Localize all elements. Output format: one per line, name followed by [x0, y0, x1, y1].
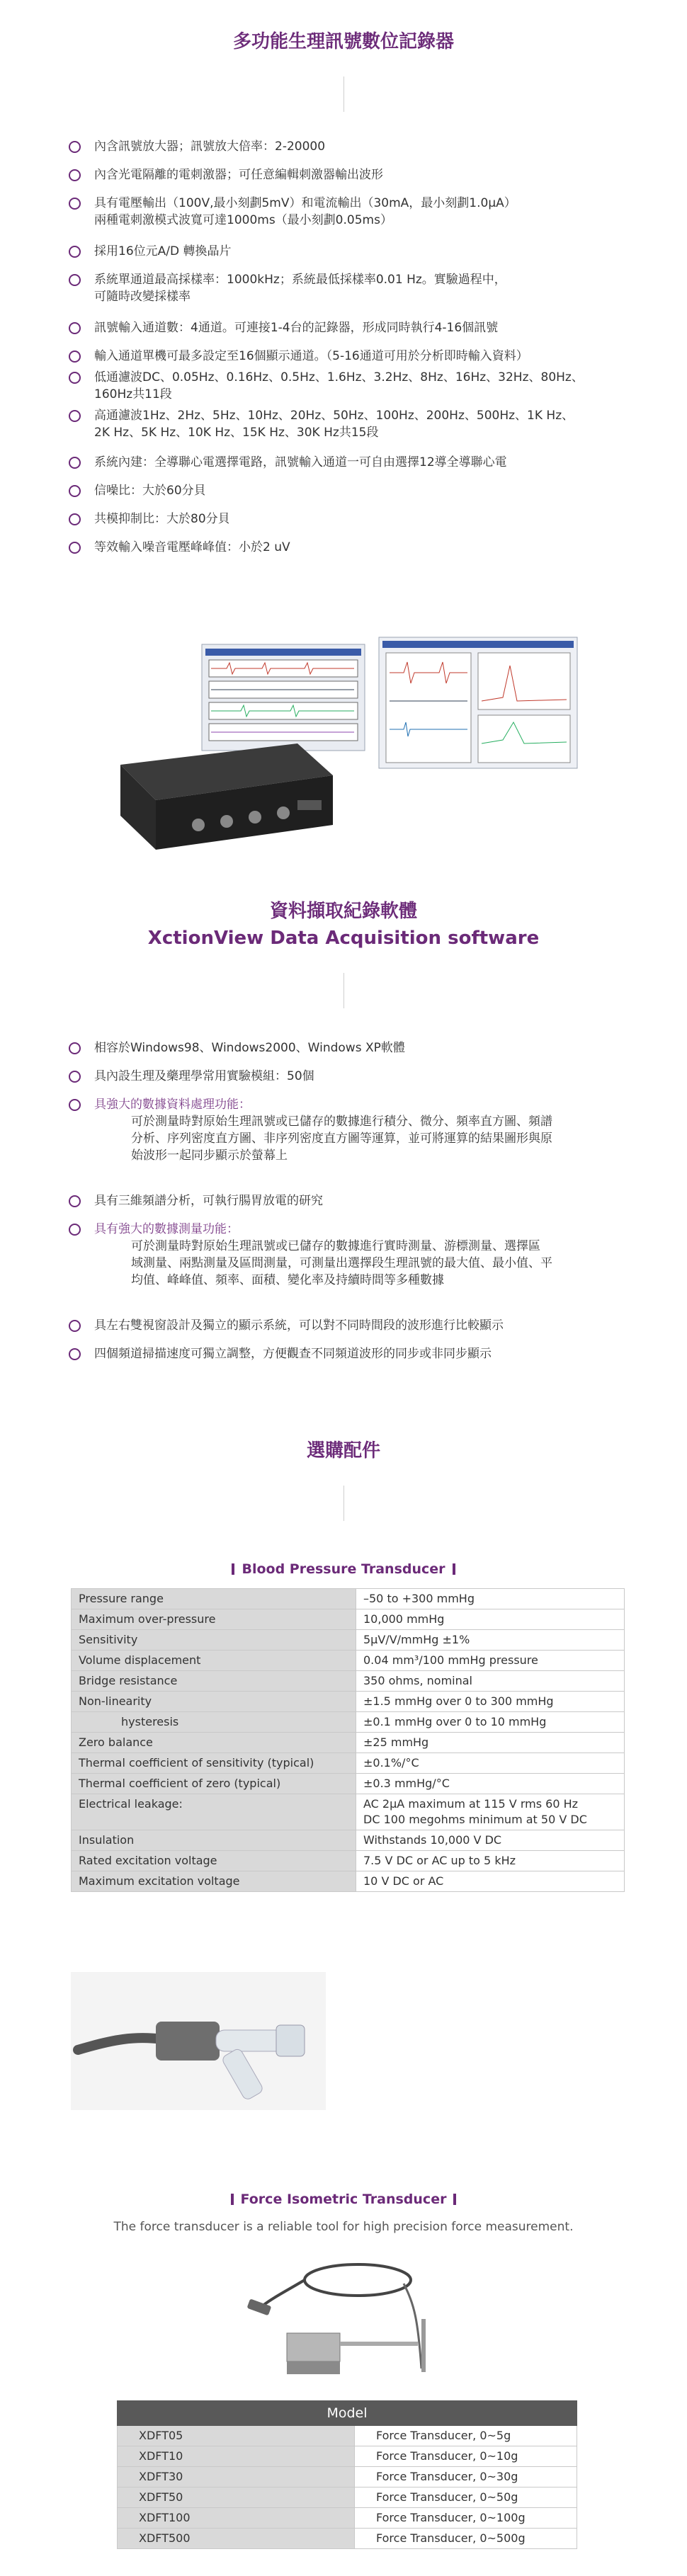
bp-spec-value [356, 1651, 625, 1671]
bullet-circle-icon [69, 169, 81, 181]
bullet-circle-icon [69, 141, 81, 153]
software-feature-item [69, 1317, 504, 1334]
feature-text: 具有電壓輸出（100V,最小刻劃5mV）和電流輸出（30mA，最小刻劃1.0μA） [94, 196, 516, 210]
feature-item [69, 511, 230, 528]
model-row [118, 2487, 577, 2508]
bullet-circle-icon [69, 1348, 81, 1360]
feature-text: 等效輸入噪音電壓峰峰值：小於2 uV [94, 540, 290, 554]
model-code: XDFT500 [118, 2529, 355, 2549]
bullet-circle-icon [69, 410, 81, 422]
software-feature-text: 相容於Windows98、Windows2000、Windows XP軟體 [94, 1041, 405, 1055]
bp-spec-row [72, 1651, 625, 1671]
bp-spec-value [356, 1774, 625, 1794]
recorder-photo-illustration [106, 623, 595, 857]
bullet-circle-icon [69, 274, 81, 286]
bp-spec-table [71, 1588, 625, 1892]
bp-spec-value-line: ±0.1%/°C [363, 1756, 419, 1769]
feature-item [69, 195, 516, 229]
force-heading-label: Force Isometric Transducer [240, 2192, 447, 2207]
heading-bar-left [232, 1563, 234, 1575]
model-description: Force Transducer, 0~5g [355, 2426, 577, 2446]
bp-spec-value [356, 1589, 625, 1609]
feature-text: 訊號輸入通道數：4通道。可連接1-4台的記錄器，形成同時執行4-16個訊號 [94, 321, 499, 335]
model-description: Force Transducer, 0~500g [355, 2529, 577, 2549]
bp-spec-value [356, 1753, 625, 1774]
bp-spec-value [356, 1692, 625, 1712]
feature-text: 內含光電隔離的電刺激器；可任意編輯刺激器輸出波形 [94, 168, 383, 182]
feature-item [69, 271, 506, 305]
heading-bar-right [453, 1563, 455, 1575]
feature-text: 系統單通道最高採樣率：1000kHz；系統最低採樣率0.01 Hz。實驗過程中， [94, 273, 506, 287]
software-feature-text: 具左右雙視窗設計及獨立的顯示系統，可以對不同時間段的波形進行比較顯示 [94, 1318, 504, 1333]
recorder-title: 多功能生理訊號數位記錄器 [232, 31, 454, 52]
feature-text: 低通濾波DC、0.05Hz、0.16Hz、0.5Hz、1.6Hz、3.2Hz、8Hz、16Hz、32Hz、80Hz、 [94, 370, 584, 384]
feature-item [69, 369, 584, 403]
model-description: Force Transducer, 0~30g [355, 2467, 577, 2487]
feature-item [69, 348, 528, 365]
model-table-header: Model [118, 2401, 577, 2426]
force-transducer-photo [244, 2248, 450, 2383]
software-feature-detail: 均值、峰峰值、頻率、面積、變化率及持續時間等多種數據 [131, 1273, 444, 1287]
software-title-en: XctionView Data Acquisition software [147, 928, 540, 949]
software-feature-item [69, 1192, 323, 1209]
software-section [0, 898, 687, 1361]
bullet-circle-icon [69, 513, 81, 525]
feature-text: 系統內建：全導聯心電選擇電路，訊號輸入通道一可自由選擇12導全導聯心電 [94, 455, 507, 469]
software-title-zh: 資料擷取紀錄軟體 [269, 901, 417, 922]
bp-spec-key: Electrical leakage: [72, 1794, 356, 1830]
feature-text: 輸入通道單機可最多設定至16個顯示通道。（5-16通道可用於分析即時輸入資料） [94, 349, 528, 363]
bp-spec-row [72, 1733, 625, 1753]
bp-spec-value [356, 1830, 625, 1851]
model-row [118, 2426, 577, 2446]
recorder-product-photo [106, 623, 595, 857]
software-feature-text: 具有三維頻譜分析，可執行腸胃放電的研究 [94, 1194, 323, 1208]
bullet-circle-icon [69, 1224, 81, 1236]
bp-spec-value-line: AC 2μA maximum at 115 V rms 60 Hz [363, 1797, 579, 1811]
bp-spec-key: Sensitivity [72, 1630, 356, 1651]
bp-spec-key: Non-linearity [72, 1692, 356, 1712]
bp-spec-value-line: ±25 mmHg [363, 1736, 429, 1749]
heading-bar-right [453, 2194, 456, 2205]
bp-spec-value [356, 1851, 625, 1871]
bp-spec-key: Insulation [72, 1830, 356, 1851]
bullet-circle-icon [69, 1042, 81, 1054]
feature-item [69, 166, 383, 183]
force-transducer-illustration [244, 2248, 450, 2383]
bp-spec-row [72, 1774, 625, 1794]
bp-spec-value-line: –50 to +300 mmHg [363, 1592, 475, 1605]
bullet-circle-icon [69, 457, 81, 469]
bullet-circle-icon [69, 372, 81, 384]
force-model-table [117, 2400, 577, 2549]
software-feature-item [69, 1039, 405, 1056]
bp-spec-row [72, 1589, 625, 1609]
bullet-circle-icon [69, 322, 81, 334]
feature-text: 可隨時改變採樣率 [94, 290, 191, 304]
model-description: Force Transducer, 0~50g [355, 2487, 577, 2508]
bp-spec-row [72, 1830, 625, 1851]
software-feature-text: 具內設生理及藥理學常用實驗模組：50個 [94, 1069, 314, 1083]
feature-item [69, 138, 325, 155]
feature-text: 共模抑制比：大於80分貝 [94, 512, 230, 526]
bp-spec-row [72, 1609, 625, 1630]
recorder-section [0, 21, 687, 554]
model-code: XDFT30 [118, 2467, 355, 2487]
bp-transducer-photo [71, 1972, 326, 2110]
bp-spec-row [72, 1851, 625, 1871]
bp-spec-value [356, 1671, 625, 1692]
bp-spec-value [356, 1794, 625, 1830]
bp-spec-row [72, 1671, 625, 1692]
feature-item [69, 454, 507, 471]
model-description: Force Transducer, 0~10g [355, 2446, 577, 2467]
feature-item [69, 243, 231, 260]
bp-spec-row [72, 1794, 625, 1830]
model-code: XDFT05 [118, 2426, 355, 2446]
bp-spec-key: Thermal coefficient of sensitivity (typical) [72, 1753, 356, 1774]
bp-transducer-illustration [71, 1972, 326, 2110]
bp-spec-key: hysteresis [72, 1712, 356, 1733]
bullet-circle-icon [69, 246, 81, 258]
bp-spec-value-line: 7.5 V DC or AC up to 5 kHz [363, 1854, 516, 1867]
heading-bar-left [231, 2194, 234, 2205]
bullet-circle-icon [69, 351, 81, 363]
bullet-circle-icon [69, 198, 81, 210]
feature-text: 2K Hz、5K Hz、10K Hz、15K Hz、30K Hz共15段 [94, 426, 379, 440]
software-feature-detail: 分析、序列密度直方圖、非序列密度直方圖等運算，並可將運算的結果圖形與原 [131, 1132, 552, 1146]
bp-heading-label: Blood Pressure Transducer [242, 1561, 445, 1577]
bp-spec-key: Thermal coefficient of zero (typical) [72, 1774, 356, 1794]
bp-spec-key: Maximum over-pressure [72, 1609, 356, 1630]
model-row [118, 2467, 577, 2487]
bp-spec-key: Bridge resistance [72, 1671, 356, 1692]
bp-spec-key: Maximum excitation voltage [72, 1871, 356, 1892]
bp-spec-row [72, 1692, 625, 1712]
bp-spec-key: Zero balance [72, 1733, 356, 1753]
bullet-circle-icon [69, 542, 81, 554]
bp-spec-row [72, 1753, 625, 1774]
bp-spec-value-line: ±1.5 mmHg over 0 to 300 mmHg [363, 1694, 554, 1708]
bp-spec-value-line: 10 V DC or AC [363, 1874, 444, 1888]
model-row [118, 2529, 577, 2549]
bp-spec-value [356, 1630, 625, 1651]
software-feature-text: 具有強大的數據測量功能： [94, 1222, 239, 1236]
bullet-circle-icon [69, 1195, 81, 1207]
software-feature-text: 具強大的數據資料處理功能： [94, 1098, 251, 1112]
model-row [118, 2446, 577, 2467]
bp-spec-value-line: Withstands 10,000 V DC [363, 1833, 502, 1847]
bullet-circle-icon [69, 1320, 81, 1332]
bp-spec-value-line: 5μV/V/mmHg ±1% [363, 1633, 470, 1646]
bp-spec-value-line: 350 ohms, nominal [363, 1674, 472, 1687]
bp-spec-value-line: ±0.3 mmHg/°C [363, 1777, 450, 1790]
feature-item [69, 319, 498, 336]
bp-spec-value-line: 10,000 mmHg [363, 1612, 445, 1626]
software-feature-item [69, 1345, 492, 1362]
bp-spec-value [356, 1609, 625, 1630]
feature-item [69, 482, 206, 499]
software-feature-detail: 可於測量時對原始生理訊號或已儲存的數據進行積分、微分、頻率直方圖、頻譜 [131, 1115, 552, 1129]
model-row [118, 2508, 577, 2529]
feature-text: 內含訊號放大器；訊號放大倍率：2-20000 [94, 139, 326, 154]
bp-transducer-heading [0, 1561, 687, 1577]
bp-spec-key: Rated excitation voltage [72, 1851, 356, 1871]
software-feature-item [69, 1096, 552, 1164]
accessories-title: 選購配件 [306, 1440, 380, 1461]
force-transducer-heading [0, 2192, 687, 2207]
model-code: XDFT10 [118, 2446, 355, 2467]
bp-spec-value [356, 1712, 625, 1733]
feature-text: 160Hz共11段 [94, 387, 172, 401]
feature-text: 採用16位元A/D 轉換晶片 [94, 244, 232, 258]
bp-spec-row [72, 1712, 625, 1733]
bp-spec-key: Pressure range [72, 1589, 356, 1609]
software-feature-item [69, 1068, 314, 1085]
model-code: XDFT100 [118, 2508, 355, 2529]
accessories-section [0, 1437, 687, 1521]
software-feature-text: 四個頻道掃描速度可獨立調整，方便觀查不同頻道波形的同步或非同步顯示 [94, 1347, 492, 1361]
software-feature-detail: 可於測量時對原始生理訊號或已儲存的數據進行實時測量、游標測量、選擇區 [131, 1239, 540, 1253]
bp-spec-row [72, 1871, 625, 1892]
software-feature-item [69, 1221, 552, 1289]
bp-spec-value-line: ±0.1 mmHg over 0 to 10 mmHg [363, 1715, 547, 1728]
feature-item [69, 407, 574, 441]
model-code: XDFT50 [118, 2487, 355, 2508]
feature-item [69, 539, 290, 556]
bullet-circle-icon [69, 485, 81, 497]
bp-spec-value-line: 0.04 mm³/100 mmHg pressure [363, 1653, 538, 1667]
bp-spec-value [356, 1733, 625, 1753]
feature-text: 兩種電刺激模式波寬可達1000ms（最小刻劃0.05ms） [94, 213, 392, 227]
bp-spec-row [72, 1630, 625, 1651]
bullet-circle-icon [69, 1099, 81, 1111]
bp-spec-value-line: DC 100 megohms minimum at 50 V DC [363, 1813, 587, 1826]
model-description: Force Transducer, 0~100g [355, 2508, 577, 2529]
bullet-circle-icon [69, 1071, 81, 1083]
software-feature-detail: 域測量、兩點測量及區間測量，可測量出選擇段生理訊號的最大值、最小值、平 [131, 1256, 552, 1270]
feature-text: 高通濾波1Hz、2Hz、5Hz、10Hz、20Hz、50Hz、100Hz、200Hz、500Hz、1K Hz、 [94, 409, 574, 423]
feature-text: 信噪比：大於60分貝 [94, 484, 206, 498]
bp-spec-key: Volume displacement [72, 1651, 356, 1671]
bp-spec-value [356, 1871, 625, 1892]
force-transducer-note: The force transducer is a reliable tool for high precision force measurement. [113, 2220, 574, 2234]
software-feature-detail: 始波形一起同步顯示於螢幕上 [131, 1149, 288, 1163]
